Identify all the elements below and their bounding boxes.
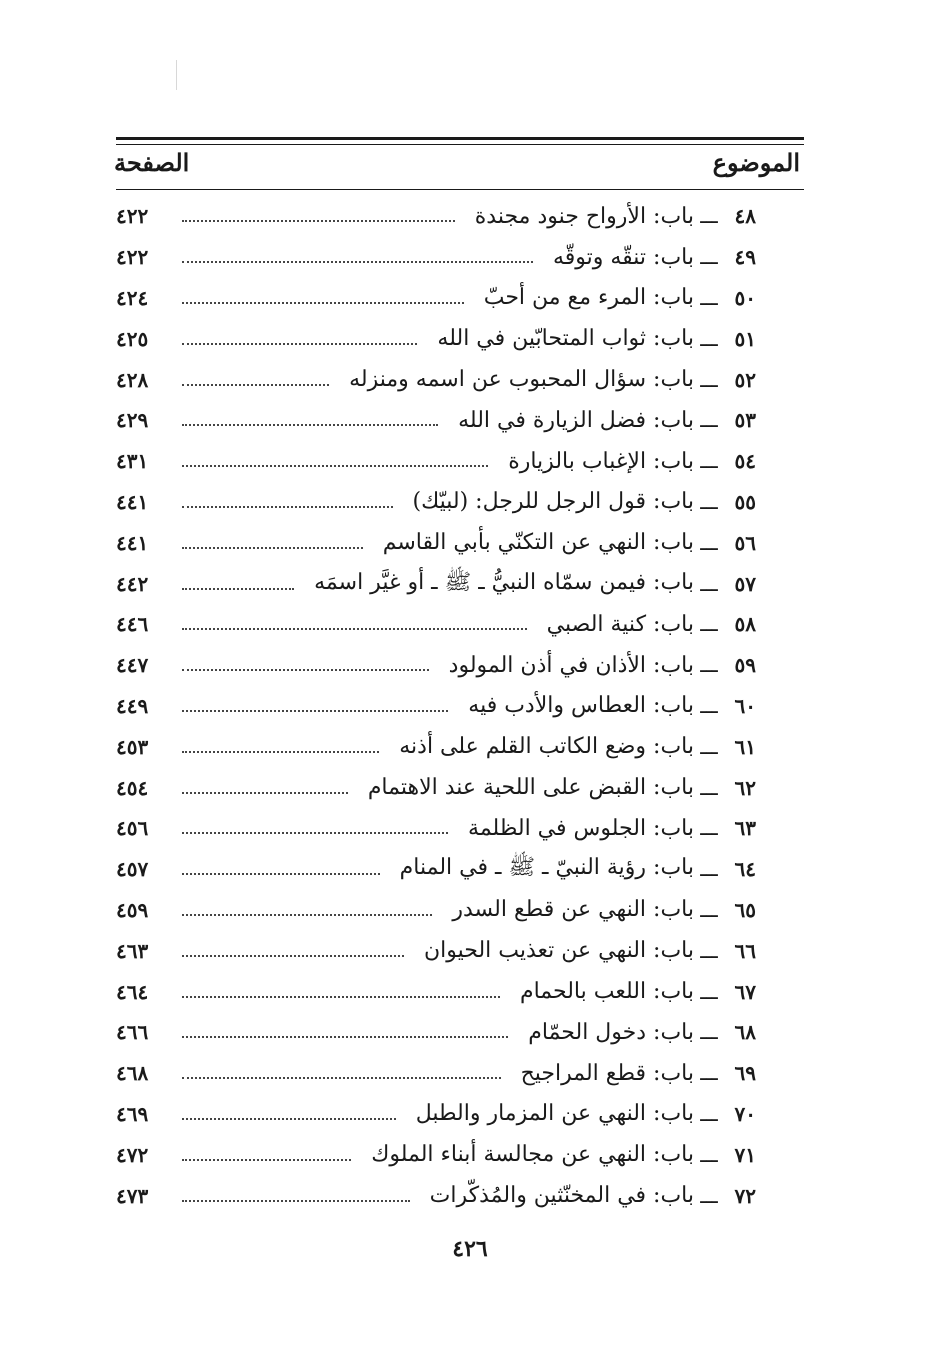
entry-title: باب: سؤال المحبوب عن اسمه ومنزله bbox=[349, 367, 694, 393]
entry-number: ٧١ bbox=[734, 1142, 756, 1167]
entry-page-number: ٤٤٧ bbox=[116, 653, 149, 678]
entry-title: باب: كنية الصبي bbox=[546, 611, 694, 637]
entry-page-number: ٤٢٢ bbox=[116, 245, 149, 270]
dot-leader bbox=[182, 588, 294, 590]
entry-title: باب: القبض على اللحية عند الاهتمام bbox=[367, 775, 694, 801]
entry-page-number: ٤٥٩ bbox=[116, 897, 149, 922]
entry-page-number: ٤٤١ bbox=[116, 489, 149, 514]
entry-dash: ـــ bbox=[700, 775, 718, 800]
entry-dash: ـــ bbox=[700, 816, 718, 841]
toc-entry bbox=[116, 278, 756, 319]
entry-title: باب: قول الرجل للرجل: (لبيّك) bbox=[412, 489, 694, 515]
entry-page-number: ٤٧٣ bbox=[116, 1183, 149, 1208]
dot-leader bbox=[182, 710, 448, 712]
entry-dash: ـــ bbox=[700, 1183, 718, 1208]
entry-page-number: ٤٥٤ bbox=[116, 775, 149, 800]
entry-title: باب: اللعب بالحمام bbox=[519, 979, 694, 1005]
entry-dash: ـــ bbox=[700, 857, 718, 882]
heading-rule bbox=[116, 189, 804, 190]
entry-number: ٥٣ bbox=[734, 408, 756, 433]
entry-dash: ـــ bbox=[700, 367, 718, 392]
dot-leader bbox=[182, 996, 500, 998]
topic-column-heading: الموضوع bbox=[712, 148, 800, 177]
toc-entry bbox=[116, 1012, 756, 1053]
dot-leader bbox=[182, 751, 379, 753]
entry-title: باب: النهي عن التكنّي بأبي القاسم bbox=[382, 530, 694, 556]
toc-entry bbox=[116, 726, 756, 767]
entry-page-number: ٤٥٣ bbox=[116, 734, 149, 759]
entry-page-number: ٤٤١ bbox=[116, 530, 149, 555]
entry-title: باب: النهي عن تعذيب الحيوان bbox=[423, 938, 694, 964]
entry-number: ٦٧ bbox=[734, 979, 756, 1004]
toc-entry bbox=[116, 930, 756, 971]
entry-page-number: ٤٦٩ bbox=[116, 1101, 149, 1126]
dot-leader bbox=[182, 1036, 508, 1038]
toc-entry bbox=[116, 1134, 756, 1175]
entry-title: باب: تنقّه وتوقّه bbox=[552, 244, 694, 270]
entry-page-number: ٤٢٥ bbox=[116, 326, 149, 351]
entry-page-number: ٤٦٨ bbox=[116, 1061, 149, 1086]
entry-dash: ـــ bbox=[700, 1101, 718, 1126]
entry-number: ٥٢ bbox=[734, 367, 756, 392]
toc-entry bbox=[116, 767, 756, 808]
entry-page-number: ٤٦٦ bbox=[116, 1020, 149, 1045]
entry-number: ٦٨ bbox=[734, 1020, 756, 1045]
entry-number: ٦٢ bbox=[734, 775, 756, 800]
dot-leader bbox=[182, 465, 488, 467]
entry-dash: ـــ bbox=[700, 571, 718, 596]
dot-leader bbox=[182, 873, 380, 875]
entry-dash: ـــ bbox=[700, 449, 718, 474]
toc-entry bbox=[116, 441, 756, 482]
entry-number: ٥٩ bbox=[734, 653, 756, 678]
table-of-contents bbox=[116, 196, 756, 1216]
toc-entry bbox=[116, 318, 756, 359]
dot-leader bbox=[182, 1118, 396, 1120]
entry-number: ٧٢ bbox=[734, 1183, 756, 1208]
entry-number: ٥٥ bbox=[734, 489, 756, 514]
scan-edge-mark bbox=[176, 60, 177, 90]
entry-dash: ـــ bbox=[700, 693, 718, 718]
toc-entry bbox=[116, 563, 756, 604]
entry-title: باب: رؤية النبيّ ـ ﷺ ـ في المنام bbox=[399, 855, 694, 881]
entry-number: ٤٨ bbox=[734, 204, 756, 229]
entry-dash: ـــ bbox=[700, 979, 718, 1004]
dot-leader bbox=[182, 669, 429, 671]
dot-leader bbox=[182, 384, 329, 386]
entry-page-number: ٤٤٩ bbox=[116, 693, 149, 718]
dot-leader bbox=[182, 220, 455, 222]
dot-leader bbox=[182, 302, 464, 304]
toc-entry bbox=[116, 604, 756, 645]
entry-page-number: ٤٢٨ bbox=[116, 367, 149, 392]
toc-entry bbox=[116, 971, 756, 1012]
top-thick-rule bbox=[116, 137, 804, 140]
dot-leader bbox=[182, 914, 432, 916]
entry-title: باب: فضل الزيارة في الله bbox=[458, 407, 694, 433]
entry-dash: ـــ bbox=[700, 204, 718, 229]
toc-entry bbox=[116, 645, 756, 686]
dot-leader bbox=[182, 1077, 501, 1079]
dot-leader bbox=[182, 506, 393, 508]
entry-number: ٦١ bbox=[734, 734, 756, 759]
page-column-heading: الصفحة bbox=[114, 148, 190, 177]
toc-entry bbox=[116, 400, 756, 441]
toc-entry bbox=[116, 686, 756, 727]
entry-number: ٦٥ bbox=[734, 897, 756, 922]
entry-page-number: ٤٥٧ bbox=[116, 857, 149, 882]
toc-entry bbox=[116, 237, 756, 278]
dot-leader bbox=[182, 547, 363, 549]
toc-entry bbox=[116, 482, 756, 523]
entry-page-number: ٤٦٤ bbox=[116, 979, 149, 1004]
dot-leader bbox=[182, 343, 417, 345]
entry-number: ٥١ bbox=[734, 326, 756, 351]
entry-title: باب: النهي عن قطع السدر bbox=[452, 897, 694, 923]
entry-title: باب: في المخنّثين والمُذكّرات bbox=[429, 1183, 694, 1209]
entry-dash: ـــ bbox=[700, 1142, 718, 1167]
dot-leader bbox=[182, 424, 438, 426]
entry-dash: ـــ bbox=[700, 285, 718, 310]
entry-number: ٥٨ bbox=[734, 612, 756, 637]
toc-entry bbox=[116, 522, 756, 563]
dot-leader bbox=[182, 955, 404, 957]
entry-page-number: ٤٢٩ bbox=[116, 408, 149, 433]
entry-title: باب: وضع الكاتب القلم على أذنه bbox=[399, 734, 694, 760]
entry-dash: ـــ bbox=[700, 938, 718, 963]
entry-title: باب: المرء مع من أحبّ bbox=[483, 285, 694, 311]
dot-leader bbox=[182, 1200, 410, 1202]
entry-page-number: ٤٣١ bbox=[116, 449, 149, 474]
entry-number: ٥٦ bbox=[734, 530, 756, 555]
entry-number: ٤٩ bbox=[734, 245, 756, 270]
entry-title: باب: قطع المراجيح bbox=[520, 1060, 694, 1086]
entry-title: باب: دخول الحمّام bbox=[528, 1019, 694, 1045]
entry-page-number: ٤٢٤ bbox=[116, 285, 149, 310]
entry-page-number: ٤٢٢ bbox=[116, 204, 149, 229]
entry-title: باب: الإغباب بالزيارة bbox=[508, 448, 694, 474]
dot-leader bbox=[182, 832, 448, 834]
page-number: ٤٢٦ bbox=[452, 1236, 488, 1262]
toc-entry bbox=[116, 1053, 756, 1094]
dot-leader bbox=[182, 1159, 351, 1161]
entry-number: ٦٩ bbox=[734, 1061, 756, 1086]
entry-page-number: ٤٦٣ bbox=[116, 938, 149, 963]
entry-dash: ـــ bbox=[700, 653, 718, 678]
entry-dash: ـــ bbox=[700, 408, 718, 433]
dot-leader bbox=[182, 261, 533, 263]
toc-entry bbox=[116, 890, 756, 931]
entry-number: ٦٠ bbox=[734, 693, 756, 718]
entry-dash: ـــ bbox=[700, 612, 718, 637]
entry-number: ٧٠ bbox=[734, 1101, 756, 1126]
toc-entry bbox=[116, 196, 756, 237]
entry-title: باب: العطاس والأدب فيه bbox=[468, 693, 694, 719]
dot-leader bbox=[182, 792, 348, 794]
entry-title: باب: النهي عن المزمار والطبل bbox=[415, 1101, 694, 1127]
entry-page-number: ٤٤٦ bbox=[116, 612, 149, 637]
entry-dash: ـــ bbox=[700, 1020, 718, 1045]
entry-title: باب: الجلوس في الظلمة bbox=[468, 815, 694, 841]
entry-number: ٦٣ bbox=[734, 816, 756, 841]
entry-number: ٦٤ bbox=[734, 857, 756, 882]
toc-entry bbox=[116, 1175, 756, 1216]
entry-dash: ـــ bbox=[700, 326, 718, 351]
entry-page-number: ٤٤٢ bbox=[116, 571, 149, 596]
entry-page-number: ٤٧٢ bbox=[116, 1142, 149, 1167]
entry-dash: ـــ bbox=[700, 245, 718, 270]
entry-title: باب: الأرواح جنود مجندة bbox=[474, 203, 694, 229]
entry-number: ٦٦ bbox=[734, 938, 756, 963]
entry-dash: ـــ bbox=[700, 1061, 718, 1086]
entry-title: باب: ثواب المتحابّين في الله bbox=[437, 326, 694, 352]
entry-title: باب: النهي عن مجالسة أبناء الملوك bbox=[371, 1142, 694, 1168]
top-thin-rule bbox=[116, 144, 804, 145]
toc-entry bbox=[116, 849, 756, 890]
entry-page-number: ٤٥٦ bbox=[116, 816, 149, 841]
dot-leader bbox=[182, 628, 527, 630]
entry-number: ٥٤ bbox=[734, 449, 756, 474]
entry-number: ٥٧ bbox=[734, 571, 756, 596]
toc-entry bbox=[116, 808, 756, 849]
entry-dash: ـــ bbox=[700, 897, 718, 922]
entry-dash: ـــ bbox=[700, 489, 718, 514]
entry-title: باب: فيمن سمّاه النبيُّ ـ ﷺ ـ أو غيَّر اسمَه bbox=[314, 569, 694, 595]
entry-dash: ـــ bbox=[700, 530, 718, 555]
toc-entry bbox=[116, 359, 756, 400]
toc-entry bbox=[116, 1094, 756, 1135]
entry-dash: ـــ bbox=[700, 734, 718, 759]
entry-title: باب: الأذان في أذن المولود bbox=[448, 652, 694, 678]
entry-number: ٥٠ bbox=[734, 285, 756, 310]
